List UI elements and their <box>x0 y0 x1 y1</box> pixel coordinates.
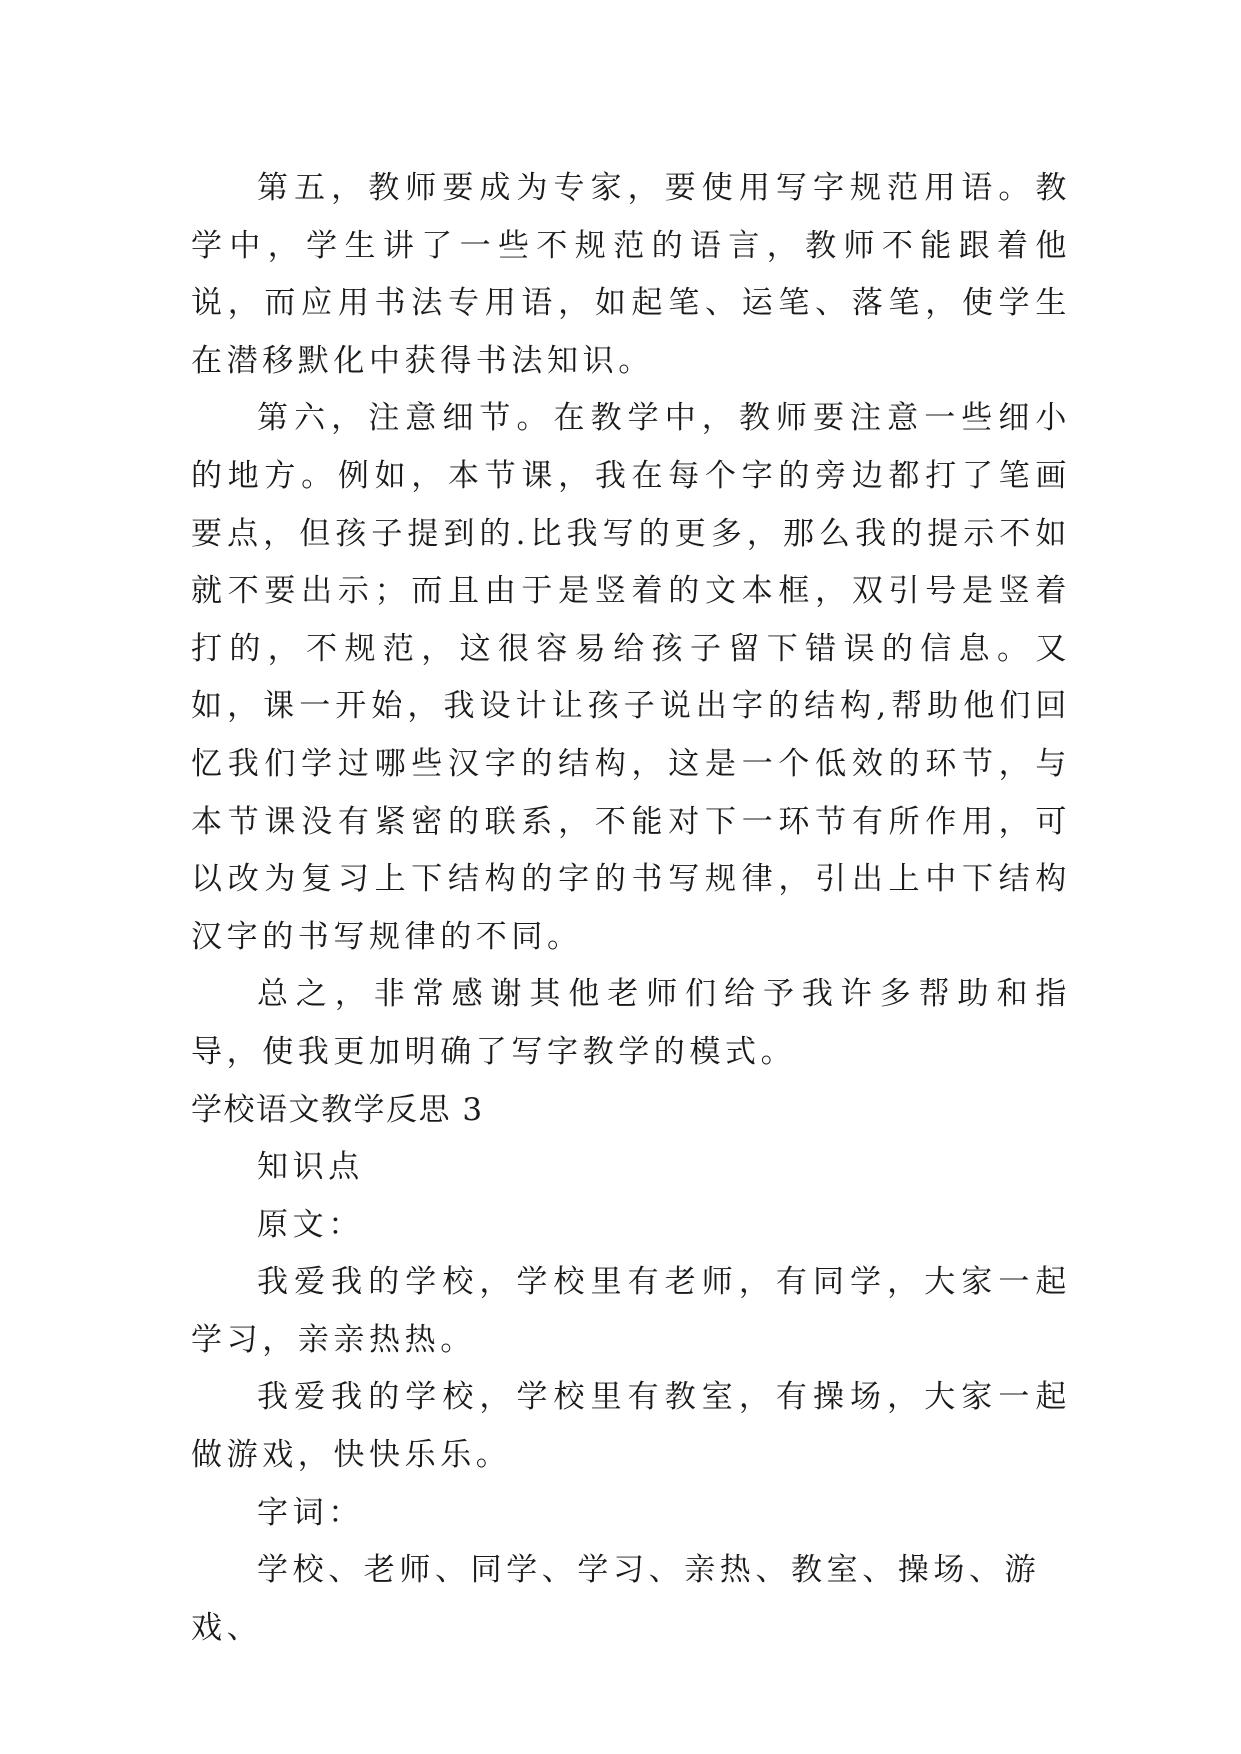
section-heading: 学校语文教学反思 3 <box>191 1091 484 1128</box>
words-label: 字词： <box>257 1494 364 1531</box>
paragraph-fifth-point: 第五，教师要成为专家，要使用写字规范用语。教学中，学生讲了一些不规范的语言，教师不能跟着他说，而应用书法专用语，如起笔、运笔、落笔，使学生在潜移默化中获得书法知识。 <box>191 170 1071 379</box>
document-body <box>191 160 1071 1657</box>
original-label: 原文： <box>257 1206 364 1243</box>
knowledge-label: 知识点 <box>257 1149 364 1186</box>
original-paragraph-2: 我爱我的学校，学校里有教室，有操场，大家一起做游戏，快快乐乐。 <box>191 1379 1071 1474</box>
original-paragraph-1: 我爱我的学校，学校里有老师，有同学，大家一起学习，亲亲热热。 <box>191 1264 1071 1358</box>
paragraph-sixth-point: 第六，注意细节。在教学中，教师要注意一些细小的地方。例如，本节课，我在每个字的旁边都打了笔画要点，但孩子提到的.比我写的更多，那么我的提示不如就不要出示；而且由于是竖着的文本框，双引号是竖着打的，不规范，这很容易给孩子留下错误的信息。又如，课一开始，我设计让孩子说出字的结构,帮助他们回忆我们学过哪些汉字的结构，这是一个低效的环节，与本节课没有紧密的联系，不能对下一环节有所作用，可以改为复习上下结构的字的书写规律，引出上中下结构汉字的书写规律的不同。 <box>191 400 1071 955</box>
words-line: 学校、老师、同学、学习、亲热、教室、操场、游戏、 <box>191 1552 1041 1646</box>
paragraph-conclusion: 总之，非常感谢其他老师们给予我许多帮助和指导，使我更加明确了写字教学的模式。 <box>191 976 1071 1070</box>
